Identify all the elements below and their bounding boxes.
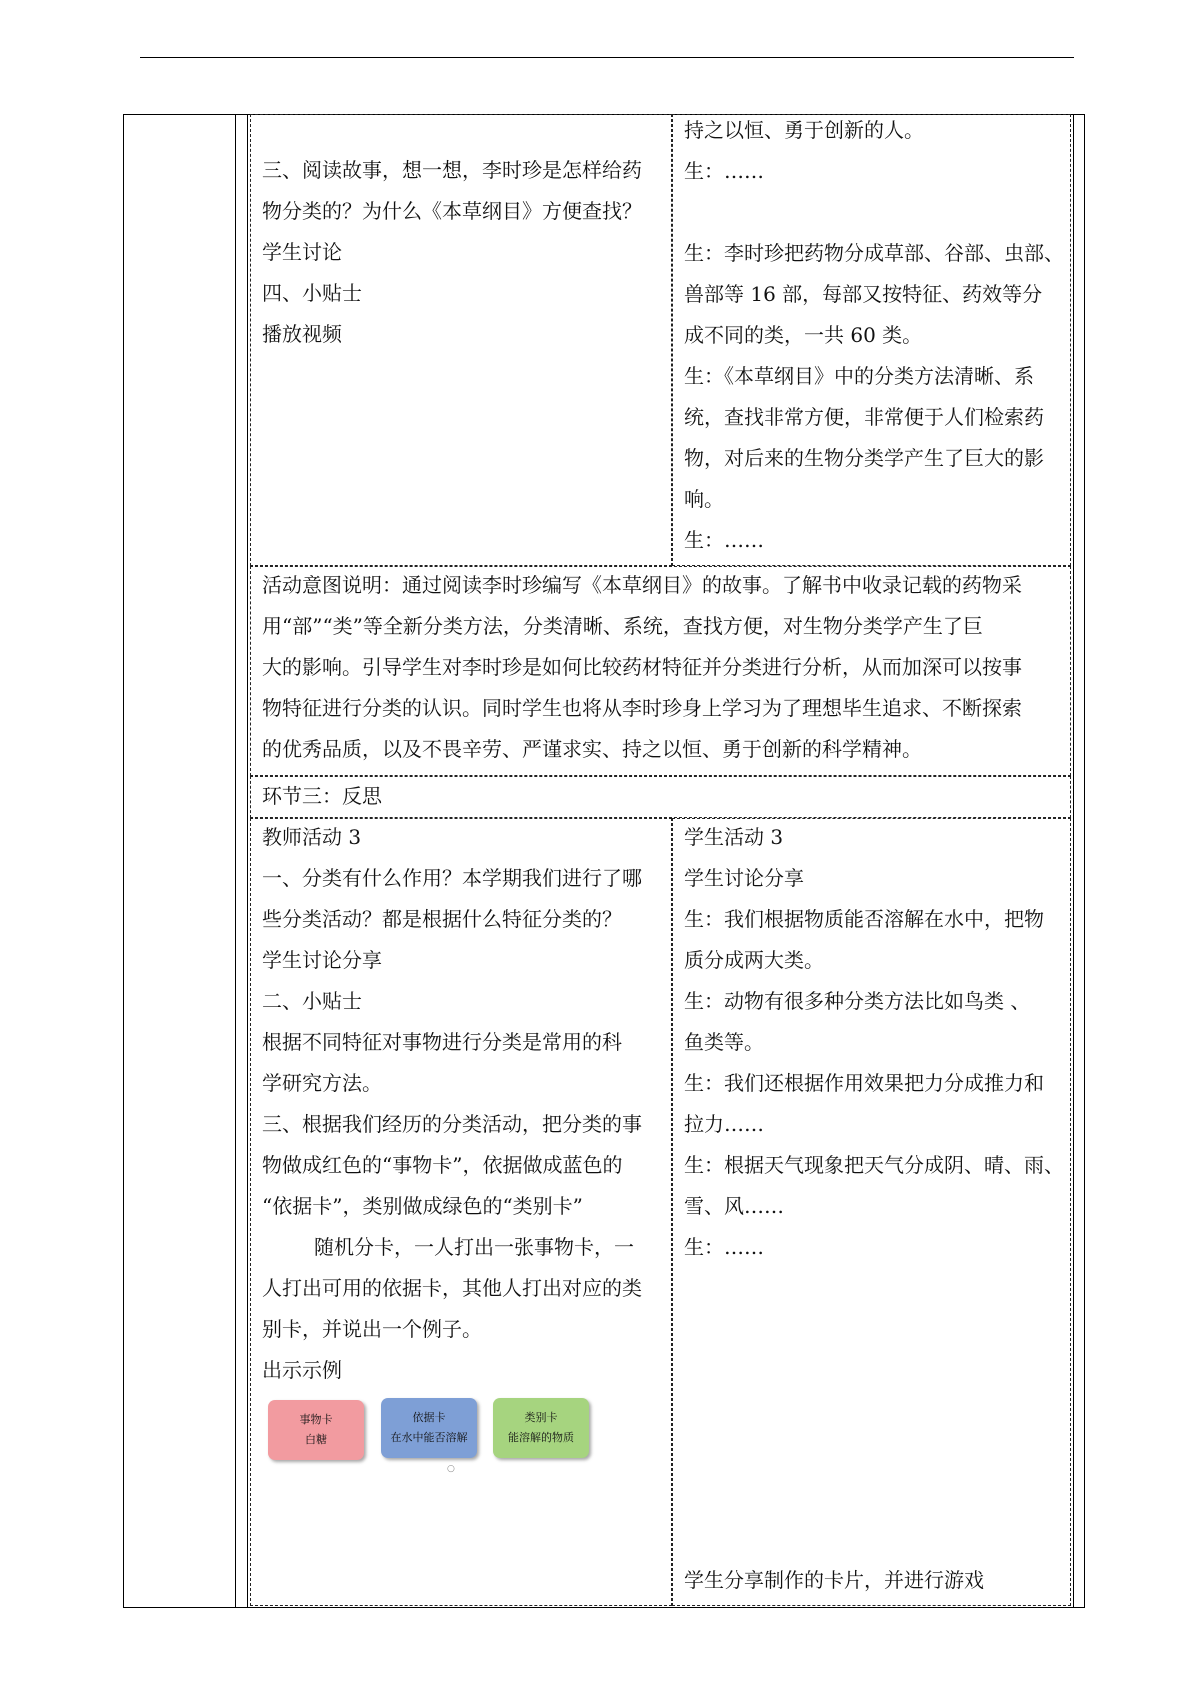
text-line: 拉力…… [684,1112,764,1136]
category-card [493,1398,589,1458]
text-line: 成不同的类，一共 60 类。 [684,323,923,347]
student-activity-top [684,110,1074,561]
card-content: 能溶解的物质 [508,1431,574,1444]
text-line: 学生讨论 [262,240,342,264]
student-footer: 学生分享制作的卡片，并进行游戏 [684,1568,984,1592]
text-line: 人打出可用的依据卡，其他人打出对应的类 [262,1276,642,1300]
text-line: 生：李时珍把药物分成草部、谷部、虫部、 [684,241,1064,265]
text-line: 学生讨论分享 [684,866,804,890]
header-rule [140,57,1074,58]
text-line: 生：动物有很多种分类方法比如鸟类 、 [684,989,1031,1013]
text-line: 别卡，并说出一个例子。 [262,1317,482,1341]
text-line: 的优秀品质，以及不畏辛劳、严谨求实、持之以恒、勇于创新的科学精神。 [262,737,922,761]
thing-card [268,1400,364,1460]
text-line: 一、分类有什么作用？本学期我们进行了哪 [262,866,642,890]
table-inner-border [247,114,248,1608]
text-line: 生：…… [684,1235,764,1259]
text-line: 随机分卡，一人打出一张事物卡，一 [314,1235,634,1259]
text-line: 播放视频 [262,322,342,346]
text-line: 出示示例 [262,1358,342,1382]
table-column-divider [235,114,236,1608]
text-line: 生：根据天气现象把天气分成阴、晴、雨、 [684,1153,1064,1177]
text-line: 生：…… [684,159,764,183]
text-line: 些分类活动？都是根据什么特征分类的？ [262,907,622,931]
text-line: 教师活动 3 [262,825,362,849]
text-line: 物，对后来的生物分类学产生了巨大的影 [684,446,1044,470]
text-line: 物特征进行分类的认识。同时学生也将从李时珍身上学习为了理想毕生追求、不断探索 [262,696,1022,720]
text-line: 生：《本草纲目》中的分类方法清晰、系 [684,364,1034,388]
text-line: 用“部”“类”等全新分类方法，分类清晰、系统，查找方便，对生物分类学产生了巨 [262,614,983,638]
text-line: 三、根据我们经历的分类活动，把分类的事 [262,1112,642,1136]
teacher-activity-top [262,150,672,355]
card-content: 在水中能否溶解 [390,1431,468,1444]
text-line: 四、小贴士 [262,281,362,305]
cursor-icon: ○ [447,1464,455,1474]
text-line: 学生讨论分享 [262,948,382,972]
text-line: 响。 [684,487,724,511]
text-line: 物做成红色的“事物卡”，依据做成蓝色的 [262,1153,623,1177]
card-content: 白糖 [305,1433,327,1446]
stage-title: 环节三：反思 [262,784,382,808]
text-line: 生：我们根据物质能否溶解在水中，把物 [684,907,1044,931]
activity-intent [262,565,1067,770]
card-title: 类别卡 [524,1411,558,1424]
text-line: 物分类的？为什么《本草纲目》方便查找？ [262,199,642,223]
text-line: 大的影响。引导学生对李时珍是如何比较药材特征并分类进行分析，从而加深可以按事 [262,655,1022,679]
text-line: 活动意图说明：通过阅读李时珍编写《本草纲目》的故事。了解书中收录记载的药物采 [262,573,1022,597]
text-line: 兽部等 16 部，每部又按特征、药效等分 [684,282,1043,306]
basis-card [381,1398,477,1458]
teacher-activity-bottom [262,817,670,1391]
text-line: 雪、风…… [684,1194,784,1218]
text-line: 学生活动 3 [684,825,784,849]
card-title: 依据卡 [412,1411,446,1424]
text-line: 统，查找非常方便，非常便于人们检索药 [684,405,1044,429]
blank-line [684,192,1074,233]
text-line: 质分成两大类。 [684,948,824,972]
text-line: 鱼类等。 [684,1030,764,1054]
text-line: 三、阅读故事，想一想，李时珍是怎样给药 [262,158,642,182]
text-line: “依据卡”，类别做成绿色的“类别卡” [262,1194,583,1218]
text-line: 学研究方法。 [262,1071,382,1095]
student-activity-bottom [684,817,1074,1268]
text-line: 持之以恒、勇于创新的人。 [684,118,924,142]
card-title: 事物卡 [299,1413,333,1426]
text-line: 生：…… [684,528,764,552]
text-line: 根据不同特征对事物进行分类是常用的科 [262,1030,622,1054]
text-line: 生：我们还根据作用效果把力分成推力和 [684,1071,1044,1095]
text-line: 二、小贴士 [262,989,362,1013]
